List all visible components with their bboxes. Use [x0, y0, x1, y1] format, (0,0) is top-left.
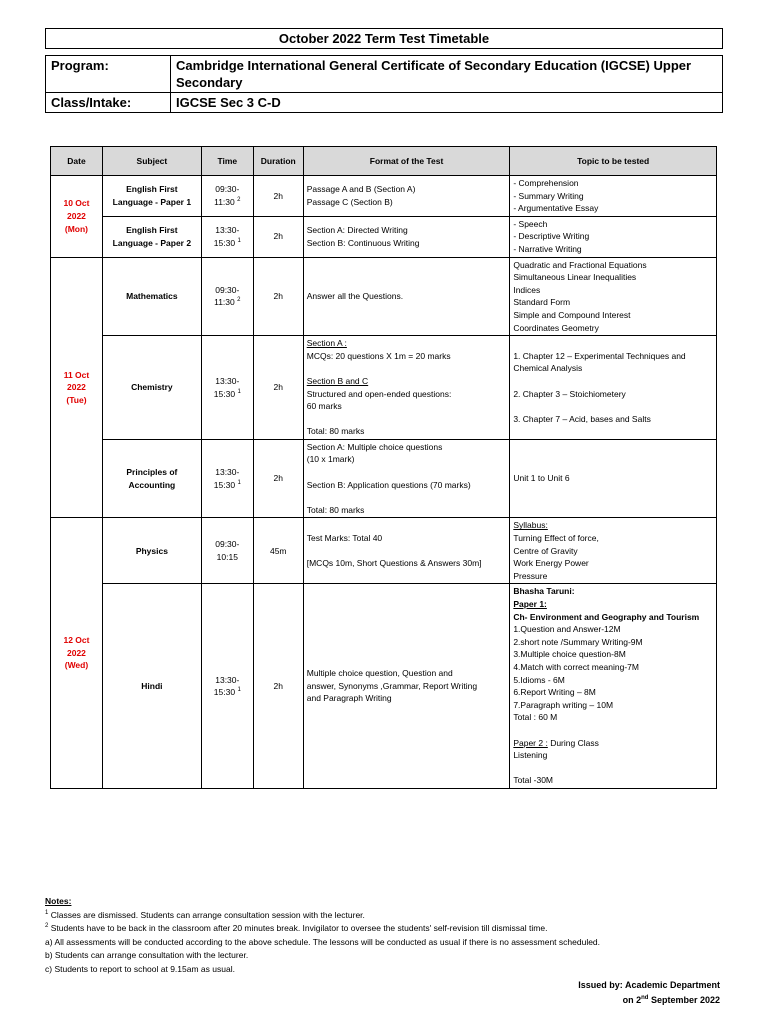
topic-cell: - Comprehension - Summary Writing - Argumentative Essay: [510, 176, 717, 217]
note-a: a) All assessments will be conducted according to the above schedule. The lessons will be conducted as usual if there is no assessment scheduled.: [45, 936, 601, 947]
duration-cell: 2h: [253, 216, 303, 257]
timetable: [50, 146, 717, 789]
program-info-table: [45, 55, 723, 113]
notes-section: [45, 895, 600, 977]
time-cell: 13:30- 15:30 $^1$: [201, 336, 253, 440]
table-row: [51, 518, 717, 584]
header-date: Date: [51, 147, 103, 176]
subject-cell: Mathematics: [102, 257, 201, 336]
table-row: [51, 584, 717, 789]
header-topic: Topic to be tested: [510, 147, 717, 176]
time-cell: 13:30- 15:30 $^1$: [201, 216, 253, 257]
table-row: [51, 257, 717, 336]
time-cell: 09:30- 11:30 $^2$: [201, 257, 253, 336]
time-cell: 09:30- 10:15: [201, 518, 253, 584]
duration-cell: 2h: [253, 257, 303, 336]
program-label: Program:: [46, 56, 171, 93]
program-value: Cambridge International General Certificate of Secondary Education (IGCSE) Upper Secondary: [171, 56, 723, 93]
class-value: IGCSE Sec 3 C-D: [171, 93, 723, 113]
subject-cell: Hindi: [102, 584, 201, 789]
topic-cell: Bhasha Taruni: Paper 1: Ch- Environment and Geography and Tourism 1.Question and Answer-12M 2.short note /Summary Writing-9M 3.Multiple choice question-8M 4.Match with correct meaning-7M 5.Idioms - 6M 6.Report Writing – 8M 7.Paragraph writing – 10M Total : 60 M Paper 2 : During Class Listening Total -30M: [510, 584, 717, 789]
format-cell: Section A: Multiple choice questions (10 x 1mark) Section B: Application questions (70 marks) Total: 80 marks: [303, 439, 510, 518]
header-time: Time: [201, 147, 253, 176]
format-cell: Section A: Directed Writing Section B: Continuous Writing: [303, 216, 510, 257]
time-cell: 13:30- 15:30 $^1$: [201, 439, 253, 518]
header-subject: Subject: [102, 147, 201, 176]
topic-cell: Syllabus: Turning Effect of force, Centre of Gravity Work Energy Power Pressure: [510, 518, 717, 584]
date-cell: 12 Oct 2022 (Wed): [51, 518, 103, 788]
duration-cell: 45m: [253, 518, 303, 584]
note-c: c) Students to report to school at 9.15am as usual.: [45, 963, 235, 974]
format-cell: Answer all the Questions.: [303, 257, 510, 336]
table-header-row: [51, 147, 717, 176]
format-cell: Multiple choice question, Question and answer, Synonyms ,Grammar, Report Writing and Paragraph Writing: [303, 584, 510, 789]
issued-by: Issued by: Academic Department on 2nd September 2022: [578, 980, 720, 1005]
time-cell: 13:30- 15:30 $^1$: [201, 584, 253, 789]
table-row: [51, 336, 717, 440]
table-row: [51, 439, 717, 518]
page-title: October 2022 Term Test Timetable: [45, 28, 723, 49]
duration-cell: 2h: [253, 176, 303, 217]
table-row: [51, 176, 717, 217]
duration-cell: 2h: [253, 439, 303, 518]
subject-cell: Principles of Accounting: [102, 439, 201, 518]
note-1: $^1$ Classes are dismissed. Students can arrange consultation session with the lecturer.: [45, 909, 365, 920]
subject-cell: English First Language - Paper 1: [102, 176, 201, 217]
date-cell: 11 Oct 2022 (Tue): [51, 257, 103, 518]
table-row: [51, 216, 717, 257]
topic-cell: Unit 1 to Unit 6: [510, 439, 717, 518]
notes-heading: Notes:: [45, 896, 72, 906]
topic-cell: - Speech - Descriptive Writing - Narrative Writing: [510, 216, 717, 257]
subject-cell: English First Language - Paper 2: [102, 216, 201, 257]
duration-cell: 2h: [253, 584, 303, 789]
header-format: Format of the Test: [303, 147, 510, 176]
topic-cell: Quadratic and Fractional Equations Simultaneous Linear Inequalities Indices Standard Form Simple and Compound Interest Coordinates Geometry: [510, 257, 717, 336]
header-duration: Duration: [253, 147, 303, 176]
format-cell: Test Marks: Total 40 [MCQs 10m, Short Questions & Answers 30m]: [303, 518, 510, 584]
duration-cell: 2h: [253, 336, 303, 440]
format-cell: Passage A and B (Section A) Passage C (Section B): [303, 176, 510, 217]
time-cell: 09:30- 11:30 $^2$: [201, 176, 253, 217]
note-b: b) Students can arrange consultation with the lecturer.: [45, 950, 249, 961]
format-cell: Section A : MCQs: 20 questions X 1m = 20 marks Section B and C Structured and open-ended questions: 60 marks Total: 80 marks: [303, 336, 510, 440]
subject-cell: Chemistry: [102, 336, 201, 440]
note-2: $^2$ Students have to be back in the classroom after 20 minutes break. Invigilator to oversee the students' self-revision till dismissal time.: [45, 923, 548, 934]
date-cell: 10 Oct 2022 (Mon): [51, 176, 103, 258]
subject-cell: Physics: [102, 518, 201, 584]
topic-cell: 1. Chapter 12 – Experimental Techniques and Chemical Analysis 2. Chapter 3 – Stoichiometery 3. Chapter 7 – Acid, bases and Salts: [510, 336, 717, 440]
class-label: Class/Intake:: [46, 93, 171, 113]
